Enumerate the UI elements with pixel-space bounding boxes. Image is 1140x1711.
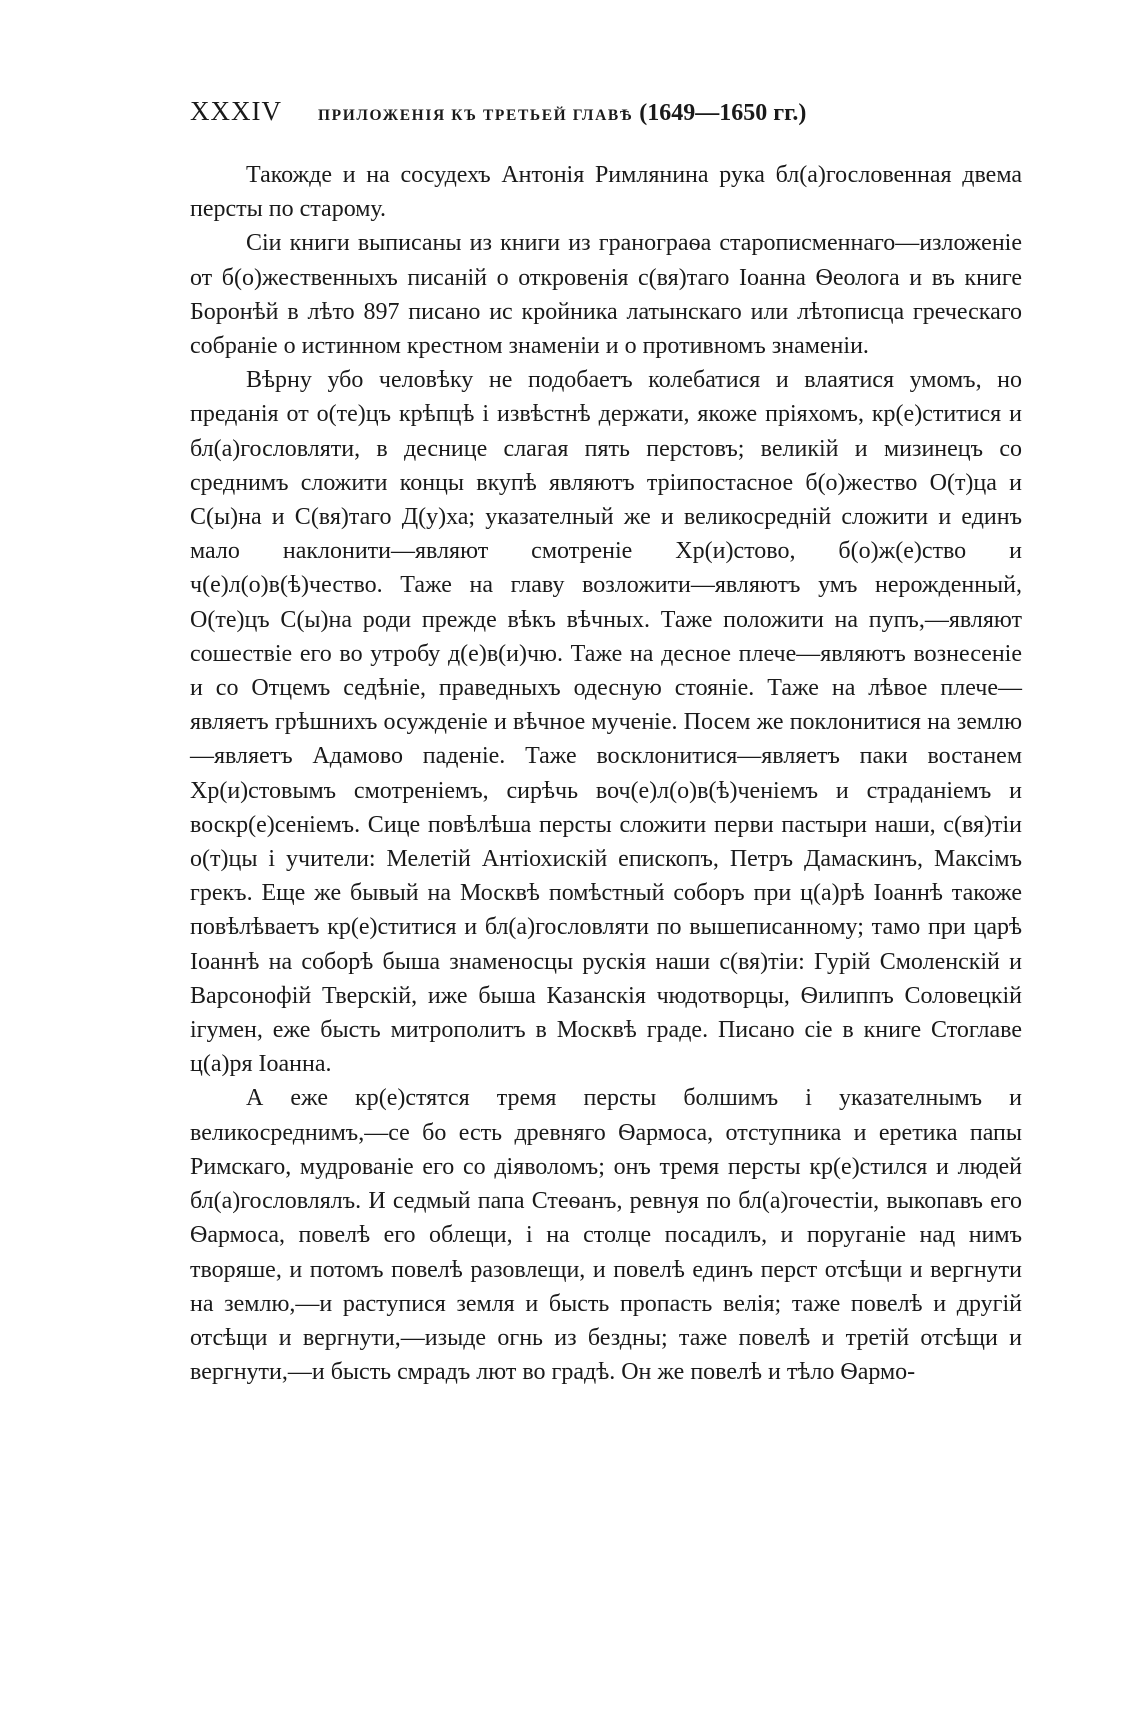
paragraph-1: Такожде и на сосудехъ Антонія Римлянина рука бл(а)гословенная двема персты по старому. [190,162,1022,223]
running-header [190,96,1022,136]
page-number: XXXIV [190,96,282,126]
body-text [190,158,1022,1389]
paragraph-2: Сіи книги выписаны из книги из гранограѳа старописменнаго—изложеніе от б(о)жественныхъ писаній о откровенія с(вя)таго Іоанна Ѳеолога и въ книге Боронѣй в лѣто 897 писано ис кройника латынскаго или лѣтописца греческаго собраніе о истинном крестном знаменіи и о противномъ знаменіи. [190,230,1022,360]
paragraph-3: Вѣрну убо человѣку не подобаетъ колебатися и влаятися умомъ, но преданія от о(те)цъ крѣпцѣ і извѣстнѣ держати, якоже пріяхомъ, кр(е)ститися и бл(а)гословляти, в деснице слагая пять перстовъ; великій и мизинецъ со среднимъ сложити концы вкупѣ являютъ тріипостасное б(о)жество О(т)ца и С(ы)на и С(вя)таго Д(у)ха; указателный же и великосредній сложити и единъ мало наклонити—являют смотреніе Хр(и)стово, б(о)ж(е)ство и ч(е)л(о)в(ѣ)чество. Таже на главу возложити—являютъ умъ нерожденный, О(те)цъ С(ы)на роди прежде вѣкъ вѣчных. Таже положити на пупъ,—являют сошествіе его во утробу д(е)в(и)чю. Таже на десное плече—являютъ вознесеніе и со Отцемъ седѣніе, праведныхъ одесную стояніе. Таже на лѣвое плече—являетъ грѣшнихъ осужденіе и вѣчное мученіе. Посем же поклонитися на землю—являетъ Адамово паденіе. Таже восклонитися—являетъ паки востанем Хр(и)стовымъ смотреніемъ, сирѣчь воч(е)л(о)в(ѣ)ченіемъ и страданіемъ и воскр(е)сеніемъ. Сице повѣлѣша персты сложити перви пастыри наши, с(вя)тіи о(т)цы і учители: Мелетій Антіохискій епископъ, Петръ Дамаскинъ, Максімъ грекъ. Еще же бывый на Москвѣ помѣстный соборъ при ц(а)рѣ Іоаннѣ такоже повѣлѣваетъ кр(е)ститися и бл(а)гословляти по вышеписанному; тамо при царѣ Іоаннѣ на соборѣ быша знаменосцы рускія наши с(вя)тіи: Гурій Смоленскій и Варсонофій Тверскій, иже быша Казанскія чюдотворцы, Ѳилиппъ Соловецкій ігумен, еже бысть митрополитъ в Москвѣ граде. Писано сіе в книге Стоглаве ц(а)ря Іоанна. [190,367,1022,1078]
running-title-years: (1649—1650 гг.) [639,100,807,126]
paragraph-4: А еже кр(е)стятся тремя персты болшимъ і указателнымъ и великосреднимъ,—се бо есть древняго Ѳармоса, отступника и еретика папы Римскаго, мудрованіе его со діяволомъ; онъ тремя персты кр(е)стился и людей бл(а)гословлялъ. И седмый папа Стеѳанъ, ревнуя по бл(а)гочестіи, выкопавъ его Ѳармоса, повелѣ его облещи, і на столце посадилъ, и поруганіе над нимъ творяше, и потомъ повелѣ разовлещи, и повелѣ единъ перст отсѣщи и вергнути на землю,—и раступися земля и бысть пропасть велія; таже повелѣ и другій отсѣщи и вергнути,—изыде огнь из бездны; таже повелѣ и третій отсѣщи и вергнути,—и бысть смрадъ лют во градѣ. Он же повелѣ и тѣло Ѳармо- [190,1085,1022,1386]
running-title: ПРИЛОЖЕНІЯ КЪ ТРЕТЬЕЙ ГЛАВѢ [318,107,634,124]
